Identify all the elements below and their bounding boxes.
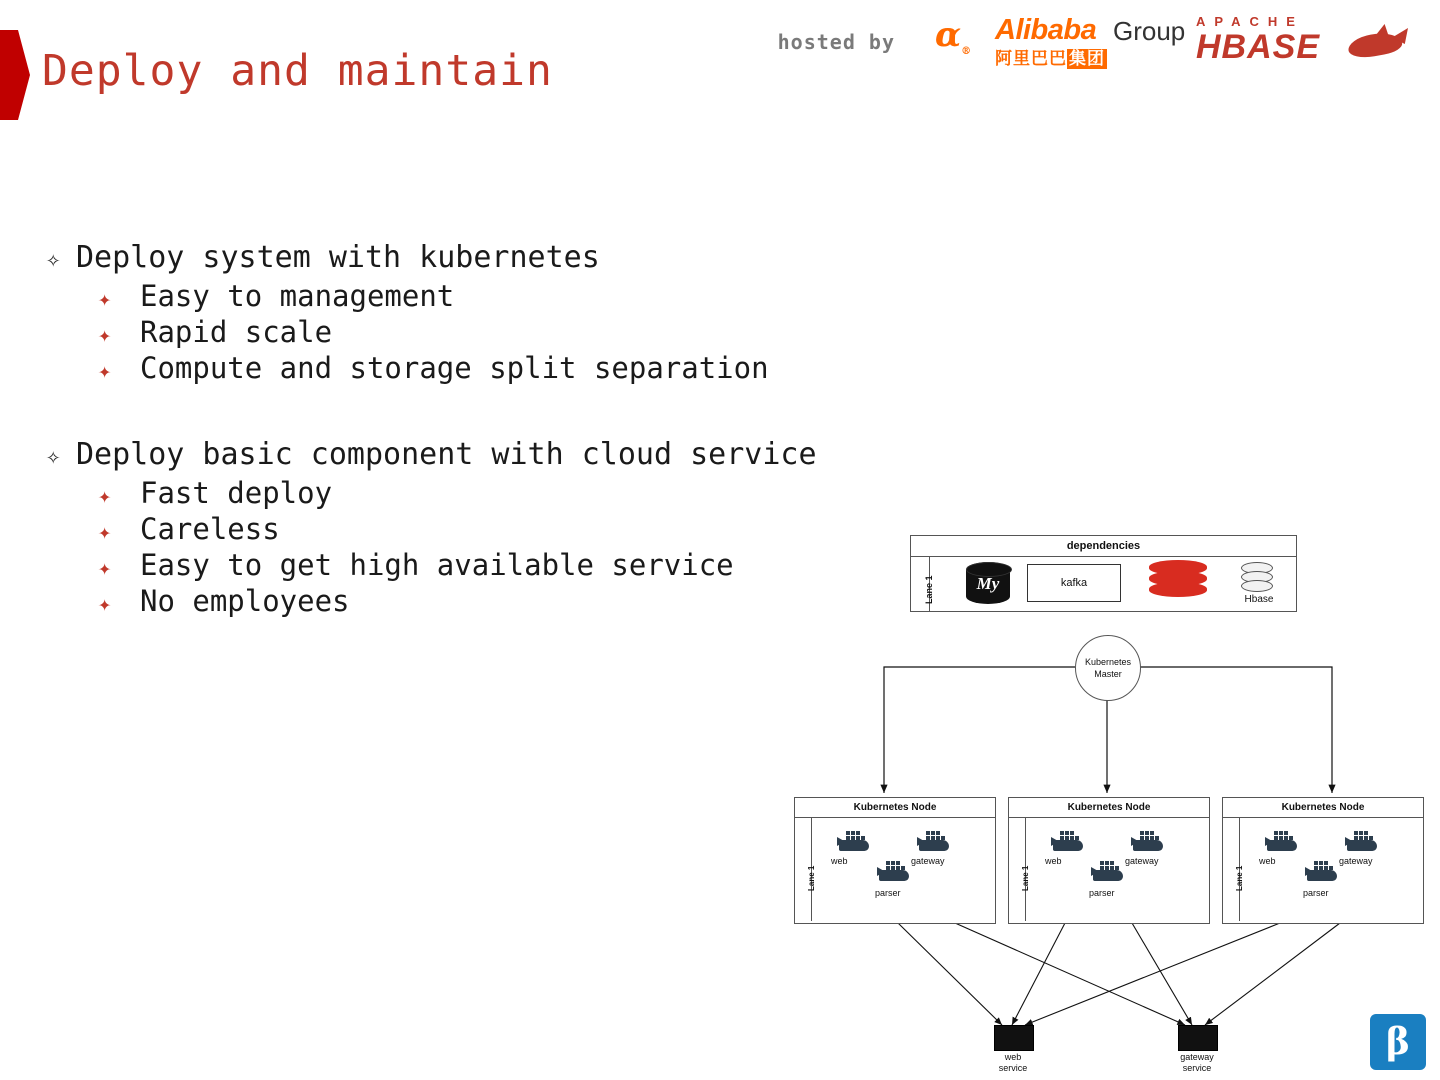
docker-whale-icon — [1305, 860, 1339, 884]
hbase-cylinder-icon — [1241, 562, 1271, 594]
bullet-level1 — [46, 240, 946, 275]
kubernetes-node — [1222, 797, 1424, 924]
node-lane — [795, 817, 816, 921]
master-line2: Master — [1094, 669, 1122, 679]
container-label-gateway: gateway — [1125, 856, 1159, 866]
node-lane — [1223, 817, 1244, 921]
star-bullet-icon: ✦ — [98, 287, 112, 312]
alibaba-chinese-boxed: 集团 — [1069, 49, 1105, 69]
bullet-text: Deploy basic component with cloud service — [76, 437, 817, 472]
service-line1: web — [1004, 1052, 1022, 1062]
alibaba-chinese-left: 阿里巴巴 — [995, 49, 1067, 69]
web-service-label — [968, 1052, 1058, 1074]
bullet-text: Easy to get high available service — [140, 548, 734, 582]
node-title: Kubernetes Node — [795, 798, 995, 818]
bullet-group-spacer — [46, 387, 946, 437]
kafka-box — [1027, 564, 1121, 602]
node-title: Kubernetes Node — [1009, 798, 1209, 818]
corner-badge: β — [1370, 1014, 1426, 1070]
hbase-word: HBASE — [1196, 28, 1321, 66]
bullet-level2 — [98, 476, 946, 510]
container-label-gateway: gateway — [911, 856, 945, 866]
star-bullet-icon: ✦ — [98, 592, 112, 617]
dependencies-box — [910, 535, 1297, 612]
redis-icon — [1149, 560, 1207, 606]
alibaba-mark-glyph: α — [935, 15, 962, 55]
alibaba-mark-icon — [935, 15, 991, 57]
node-title: Kubernetes Node — [1223, 798, 1423, 818]
docker-whale-icon — [1265, 830, 1299, 854]
docker-whale-icon — [917, 830, 951, 854]
bullet-text: Easy to management — [140, 279, 455, 313]
star-bullet-icon: ✦ — [98, 484, 112, 509]
bullet-text: Compute and storage split separation — [140, 351, 769, 385]
container-label-web: web — [1259, 856, 1276, 866]
star-bullet-icon: ✦ — [98, 323, 112, 348]
star-bullet-icon: ✦ — [98, 359, 112, 384]
hosted-by-label: hosted by — [777, 30, 895, 54]
container-label-web: web — [1045, 856, 1062, 866]
kubernetes-node — [794, 797, 996, 924]
web-service-node — [994, 1025, 1034, 1051]
architecture-diagram — [780, 525, 1430, 1075]
alibaba-chinese-name — [995, 44, 1107, 69]
bullet-level2 — [98, 315, 946, 349]
title-accent-arrow — [0, 30, 30, 120]
bullet-text: Careless — [140, 512, 280, 546]
orca-icon — [1348, 26, 1406, 62]
bullet-text: Deploy system with kubernetes — [76, 240, 600, 275]
kubernetes-node — [1008, 797, 1210, 924]
gateway-service-label — [1152, 1052, 1242, 1074]
lane-label-text: Lane 1 — [1235, 865, 1244, 891]
docker-whale-icon — [837, 830, 871, 854]
diamond-bullet-icon: ✧ — [46, 442, 61, 470]
container-label-parser: parser — [875, 888, 901, 898]
node-lane — [1009, 817, 1030, 921]
container-label-parser: parser — [1303, 888, 1329, 898]
mysql-label: My — [976, 574, 1000, 593]
lane-label-text: Lane 1 — [807, 865, 816, 891]
docker-whale-icon — [1091, 860, 1125, 884]
dependencies-title: dependencies — [911, 536, 1296, 557]
docker-whale-icon — [1345, 830, 1379, 854]
mysql-icon — [966, 562, 1010, 604]
gateway-service-node — [1178, 1025, 1218, 1051]
lane-label-text: Lane 1 — [1021, 865, 1030, 891]
service-line1: gateway — [1180, 1052, 1214, 1062]
service-line2: service — [998, 1063, 1028, 1073]
bullet-level2 — [98, 351, 946, 385]
bullet-text: Fast deploy — [140, 476, 333, 510]
container-label-web: web — [831, 856, 848, 866]
hbase-label: Hbase — [1244, 594, 1274, 605]
docker-whale-icon — [877, 860, 911, 884]
docker-whale-icon — [1131, 830, 1165, 854]
alibaba-group-logo — [935, 14, 1186, 69]
diamond-bullet-icon: ✧ — [46, 245, 61, 273]
bullet-level2 — [98, 279, 946, 313]
page-title: Deploy and maintain — [42, 46, 553, 96]
alibaba-group-word: Group — [1113, 16, 1186, 46]
star-bullet-icon: ✦ — [98, 556, 112, 581]
apache-hbase-logo — [1196, 14, 1426, 66]
kubernetes-master-node — [1075, 635, 1141, 701]
bullet-text: Rapid scale — [140, 315, 333, 349]
container-label-parser: parser — [1089, 888, 1115, 898]
master-line1: Kubernetes — [1084, 657, 1132, 667]
container-label-gateway: gateway — [1339, 856, 1373, 866]
dependencies-lane-label — [911, 556, 934, 611]
star-bullet-icon: ✦ — [98, 520, 112, 545]
bullet-text: No employees — [140, 584, 350, 618]
alibaba-wordmark: Alibaba — [995, 14, 1097, 46]
bullet-level1 — [46, 437, 946, 472]
service-line2: service — [1182, 1063, 1212, 1073]
apache-word: APACHE — [1196, 14, 1304, 29]
docker-whale-icon — [1051, 830, 1085, 854]
kafka-label: kafka — [1060, 577, 1088, 589]
registered-icon: ® — [961, 45, 972, 57]
lane-label-text: Lane 1 — [924, 575, 934, 604]
